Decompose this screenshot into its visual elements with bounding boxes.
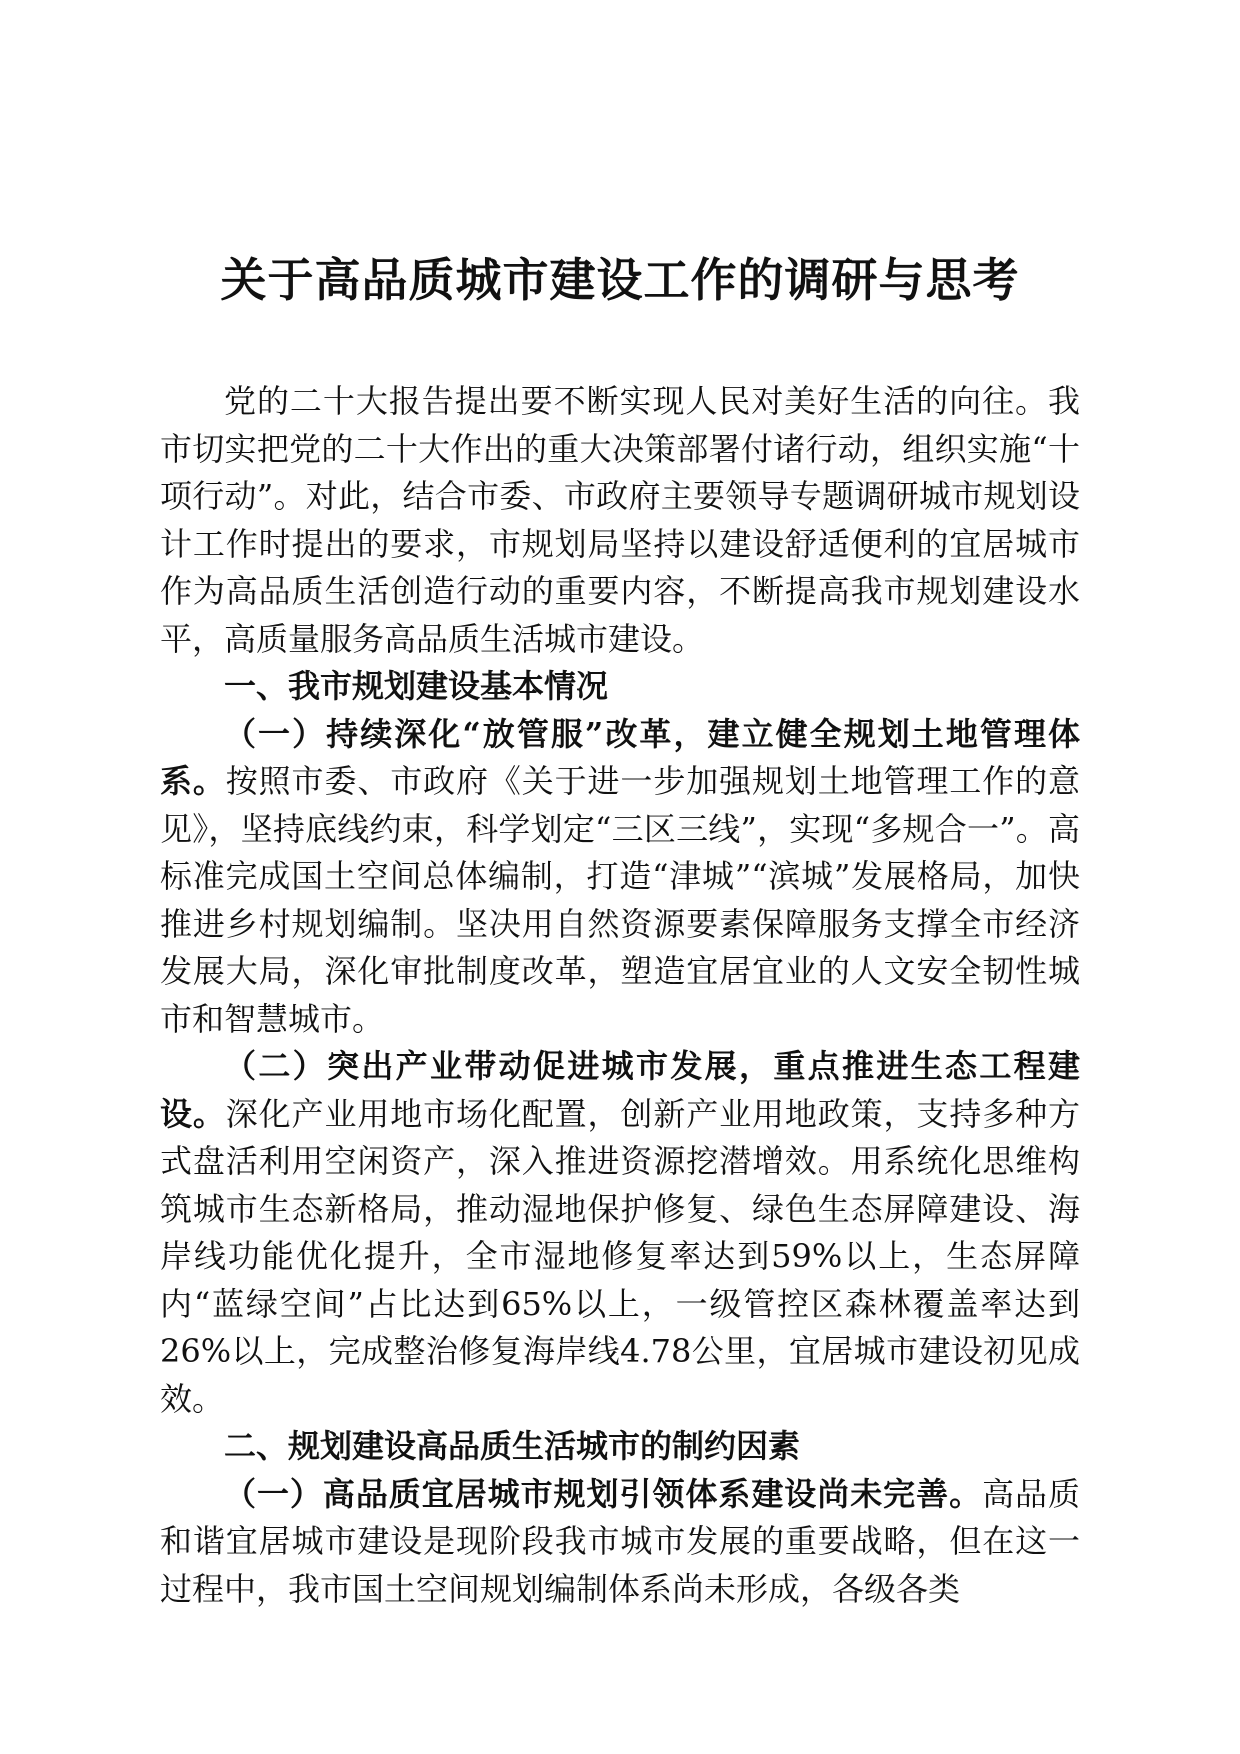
- section-1-item-2-lead: （二）突出产业带动促进城市发展，重点推进生态工程建设。: [160, 1047, 1080, 1133]
- section-2-item-1-paragraph: [160, 1471, 1080, 1614]
- document-body: [160, 378, 1080, 1613]
- section-2-item-1-text: 高品质和谐宜居城市建设是现阶段我市城市发展的重要战略，但在这一过程中，我市国土空间规划编制体系尚未形成，各级各类: [160, 1474, 1080, 1608]
- document-title: 关于高品质城市建设工作的调研与思考: [220, 253, 1020, 307]
- section-1-item-1-paragraph: [160, 711, 1080, 1044]
- section-2-item-1-lead: （一）高品质宜居城市规划引领体系建设尚未完善。: [224, 1474, 983, 1513]
- section-1-item-1-text: 按照市委、市政府《关于进一步加强规划土地管理工作的意见》，坚持底线约束，科学划定“三区三线”，实现“多规合一”。高标准完成国土空间总体编制，打造“津城”“滨城”发展格局，加快推进乡村规划编制。坚决用自然资源要素保障服务支撑全市经济发展大局，深化审批制度改革，塑造宜居宜业的人文安全韧性城市和智慧城市。: [160, 762, 1080, 1038]
- intro-paragraph: 党的二十大报告提出要不断实现人民对美好生活的向往。我市切实把党的二十大作出的重大决策部署付诸行动，组织实施“十项行动”。对此，结合市委、市政府主要领导专题调研城市规划设计工作时提出的要求，市规划局坚持以建设舒适便利的宜居城市作为高品质生活创造行动的重要内容，不断提高我市规划建设水平，高质量服务高品质生活城市建设。: [160, 382, 1080, 658]
- section-1-heading: 一、我市规划建设基本情况: [224, 667, 609, 705]
- section-1-item-2-paragraph: [160, 1043, 1080, 1423]
- section-1-item-1-lead: （一）持续深化“放管服”改革，建立健全规划土地管理体系。: [160, 714, 1080, 800]
- section-1-item-2-text: 深化产业用地市场化配置，创新产业用地政策，支持多种方式盘活利用空闲资产，深入推进资源挖潜增效。用系统化思维构筑城市生态新格局，推动湿地保护修复、绿色生态屏障建设、海岸线功能优化提升，全市湿地修复率达到59%以上，生态屏障内“蓝绿空间”占比达到65%以上，一级管控区森林覆盖率达到26%以上，完成整治修复海岸线4.78公里，宜居城市建设初见成效。: [160, 1094, 1080, 1418]
- section-2-heading: 二、规划建设高品质生活城市的制约因素: [224, 1427, 801, 1465]
